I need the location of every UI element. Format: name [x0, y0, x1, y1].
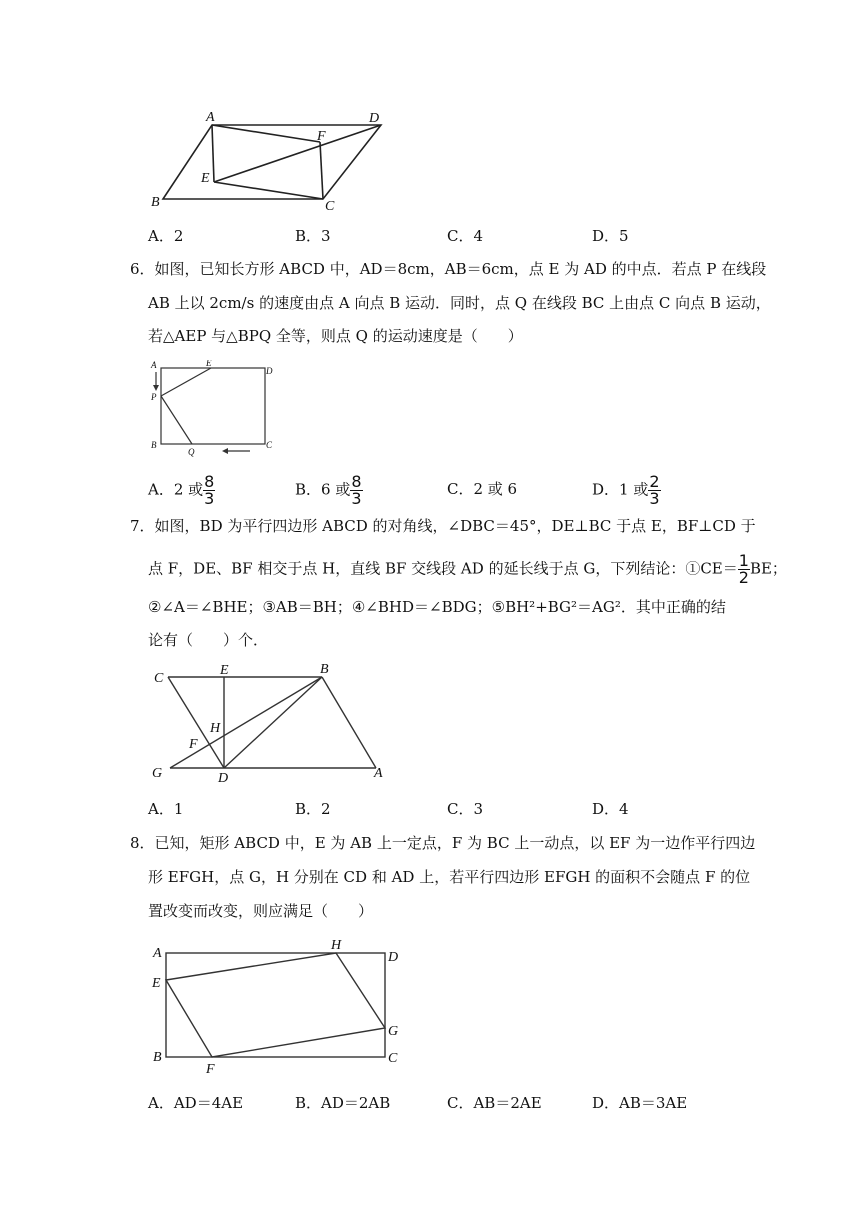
q8-option-c[interactable]: C．AB＝2AE [447, 1094, 542, 1112]
q6-option-d-fraction: $\frac{2}{3}$ [649, 472, 660, 508]
fig6-label-a: A [151, 360, 157, 370]
q6-text-line2: AB 上以 2cm/s 的速度由点 A 向点 B 运动．同时，点 Q 在线段 BC 上由点 C 向点 B 运动， [148, 294, 771, 312]
q6-text-line3: 若△AEP 与△BPQ 全等，则点 Q 的运动速度是（ ） [148, 327, 523, 345]
fig8-label-f: F [206, 1062, 215, 1075]
fig7-label-e: E [220, 663, 229, 678]
q8-text-line2: 形 EFGH，点 G，H 分别在 CD 和 AD 上，若平行四边形 EFGH 的面积不会随点 F 的位 [148, 868, 751, 886]
fig7-label-c: C [154, 671, 164, 686]
q7-text-line1: 7．如图，BD 为平行四边形 ABCD 的对角线，∠DBC＝45°，DE⊥BC 于点 E，BF⊥CD 于 [130, 517, 756, 535]
q6-option-a-label: A．2 或 [148, 480, 204, 499]
fig5-label-f: F [317, 129, 326, 144]
q6-option-b-fraction: $\frac{8}{3}$ [351, 472, 362, 508]
fig6-label-c: C [266, 440, 273, 450]
q6-option-d-label: D．1 或 [592, 480, 649, 499]
fig5-label-c: C [325, 199, 335, 214]
q8-figure [148, 935, 408, 1075]
q6-option-b-label: B．6 或 [295, 480, 351, 499]
q5-option-c[interactable]: C．4 [447, 227, 484, 245]
fig8-label-g: G [388, 1024, 399, 1039]
q8-text-line1: 8．已知，矩形 ABCD 中，E 为 AB 上一定点，F 为 BC 上一动点，以 EF 为一边作平行四边 [130, 834, 756, 852]
fig7-label-g: G [152, 766, 163, 781]
q7-option-b[interactable]: B．2 [295, 800, 331, 818]
fig7-label-h: H [210, 721, 221, 736]
q7-figure [148, 660, 398, 785]
fig5-label-a: A [206, 110, 215, 125]
fig6-label-e: E [206, 360, 212, 368]
q8-option-a[interactable]: A．AD＝4AE [148, 1094, 244, 1112]
q7-option-d[interactable]: D．4 [592, 800, 629, 818]
fig6-label-b: B [151, 440, 157, 450]
q5-figure [148, 104, 388, 214]
q5-option-a[interactable]: A．2 [148, 227, 184, 245]
q6-text-line1: 6．如图，已知长方形 ABCD 中，AD＝8cm，AB＝6cm，点 E 为 AD 的中点．若点 P 在线段 [130, 260, 767, 278]
q7-option-a[interactable]: A．1 [148, 800, 184, 818]
q7-text-line3: ②∠A＝∠BHE；③AB＝BH；④∠BHD＝∠BDG；⑤BH²+BG²＝AG²．其中正确的结 [148, 598, 726, 616]
q7-text-line4: 论有（ ）个． [148, 631, 269, 649]
fig5-label-e: E [201, 171, 210, 186]
fig6-label-p: P [151, 392, 157, 402]
fig6-label-d: D [266, 366, 273, 376]
q6-option-d[interactable] [592, 474, 661, 507]
q6-option-a-fraction: $\frac{8}{3}$ [204, 472, 215, 508]
q6-option-c[interactable] [447, 478, 517, 500]
fig8-label-c: C [388, 1051, 398, 1066]
q8-option-d[interactable]: D．AB＝3AE [592, 1094, 688, 1112]
fig7-label-d: D [218, 771, 229, 785]
q7-text-line2 [148, 553, 787, 586]
q5-option-b[interactable]: B．3 [295, 227, 331, 245]
fig8-label-d: D [388, 950, 399, 965]
fig7-label-a: A [374, 766, 383, 781]
q5-option-d[interactable]: D．5 [592, 227, 629, 245]
q7-text-line2-part1: 点 F，DE、BF 相交于点 H，直线 BF 交线段 AD 的延长线于点 G，下列结论：①CE＝ [148, 559, 738, 578]
fig8-label-a: A [153, 946, 162, 961]
fig8-label-h: H [331, 938, 342, 953]
q6-option-a[interactable] [148, 474, 215, 507]
fig7-label-b: B [320, 662, 329, 677]
fig5-label-b: B [151, 195, 160, 210]
q8-text-line3: 置改变而改变，则应满足（ ） [148, 902, 374, 920]
q6-option-c-label: C．2 或 6 [447, 480, 518, 498]
fig7-label-f: F [189, 737, 198, 752]
q7-fraction-half: $\frac{1}{2}$ [738, 551, 749, 587]
fig5-label-d: D [369, 111, 380, 126]
fig8-label-e: E [152, 976, 161, 991]
fig8-label-b: B [153, 1050, 162, 1065]
q7-text-line2-part2: BE； [749, 559, 787, 578]
q8-option-b[interactable]: B．AD＝2AB [295, 1094, 391, 1112]
q7-option-c[interactable]: C．3 [447, 800, 484, 818]
q6-figure [148, 360, 288, 460]
fig6-label-q: Q [188, 447, 195, 457]
q6-option-b[interactable] [295, 474, 363, 507]
